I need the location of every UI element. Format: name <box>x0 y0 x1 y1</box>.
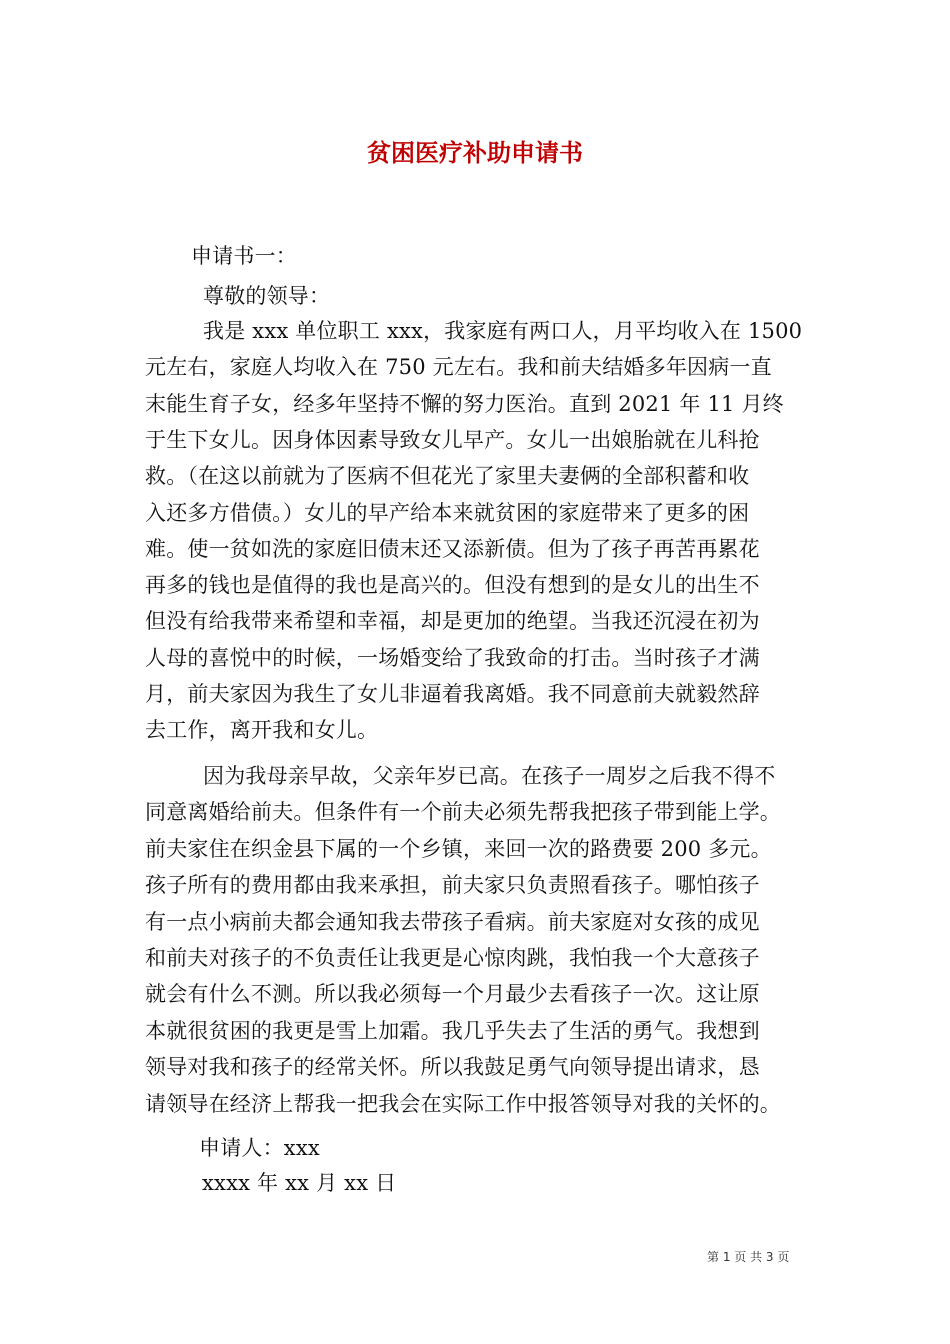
text-line: 人母的喜悦中的时候，一场婚变给了我致命的打击。当时孩子才满 <box>145 645 760 670</box>
text-line: 孩子所有的费用都由我来承担，前夫家只负责照看孩子。哪怕孩子 <box>145 873 760 898</box>
page-footer: 第 1 页 共 3 页 <box>707 1250 790 1264</box>
text-line: 月，前夫家因为我生了女儿非逼着我离婚。我不同意前夫就毅然辞 <box>145 682 760 706</box>
text-line: 本就很贫困的我更是雪上加霜。我几乎失去了生活的勇气。我想到 <box>145 1018 760 1043</box>
text-line: 末能生育子女，经多年坚持不懈的努力医治。直到 2021 年 11 月终 <box>145 391 784 416</box>
text-line: 我是 xxx 单位职工 xxx，我家庭有两口人，月平均收入在 1500 <box>203 319 803 343</box>
date-line: xxxx 年 xx 月 xx 日 <box>202 1171 397 1195</box>
applicant-line: 申请人：xxx <box>199 1136 320 1160</box>
text-line: 难。使一贫如洗的家庭旧债末还又添新债。但为了孩子再苦再累花 <box>145 536 760 561</box>
text-line: 元左右，家庭人均收入在 750 元左右。我和前夫结婚多年因病一直 <box>145 355 772 380</box>
text-line: 同意离婚给前夫。但条件有一个前夫必须先帮我把孩子带到能上学。 <box>145 800 781 825</box>
text-line: 就会有什么不测。所以我必须每一个月最少去看孩子一次。这让原 <box>145 982 760 1007</box>
text-line: 有一点小病前夫都会通知我去带孩子看病。前夫家庭对女孩的成见 <box>145 909 760 934</box>
salutation: 尊敬的领导： <box>203 284 331 308</box>
text-line: 去工作，离开我和女儿。 <box>145 718 379 743</box>
text-line: 请领导在经济上帮我一把我会在实际工作中报答领导对我的关怀的。 <box>145 1091 781 1116</box>
text-line: 但没有给我带来希望和幸福，却是更加的绝望。当我还沉浸在初为 <box>145 609 760 634</box>
text-line: 领导对我和孩子的经常关怀。所以我鼓足勇气向领导提出请求，恳 <box>145 1055 760 1080</box>
text-line: 再多的钱也是值得的我也是高兴的。但没有想到的是女儿的出生不 <box>145 573 760 598</box>
text-line: 救。（在这以前就为了医病不但花光了家里夫妻俩的全部积蓄和收 <box>145 464 750 489</box>
text-line: 于生下女儿。因身体因素导致女儿早产。女儿一出娘胎就在儿科抢 <box>145 427 760 452</box>
text-line: 和前夫对孩子的不负责任让我更是心惊肉跳，我怕我一个大意孩子 <box>145 946 760 970</box>
text-line: 因为我母亲早故，父亲年岁已高。在孩子一周岁之后我不得不 <box>203 764 776 788</box>
text-line: 前夫家住在织金县下属的一个乡镇，来回一次的路费要 200 多元。 <box>145 836 772 861</box>
section-label: 申请书一： <box>191 244 297 268</box>
text-line: 入还多方借债。）女儿的早产给本来就贫困的家庭带来了更多的困 <box>145 500 750 525</box>
document-title: 贫困医疗补助申请书 <box>367 138 583 167</box>
